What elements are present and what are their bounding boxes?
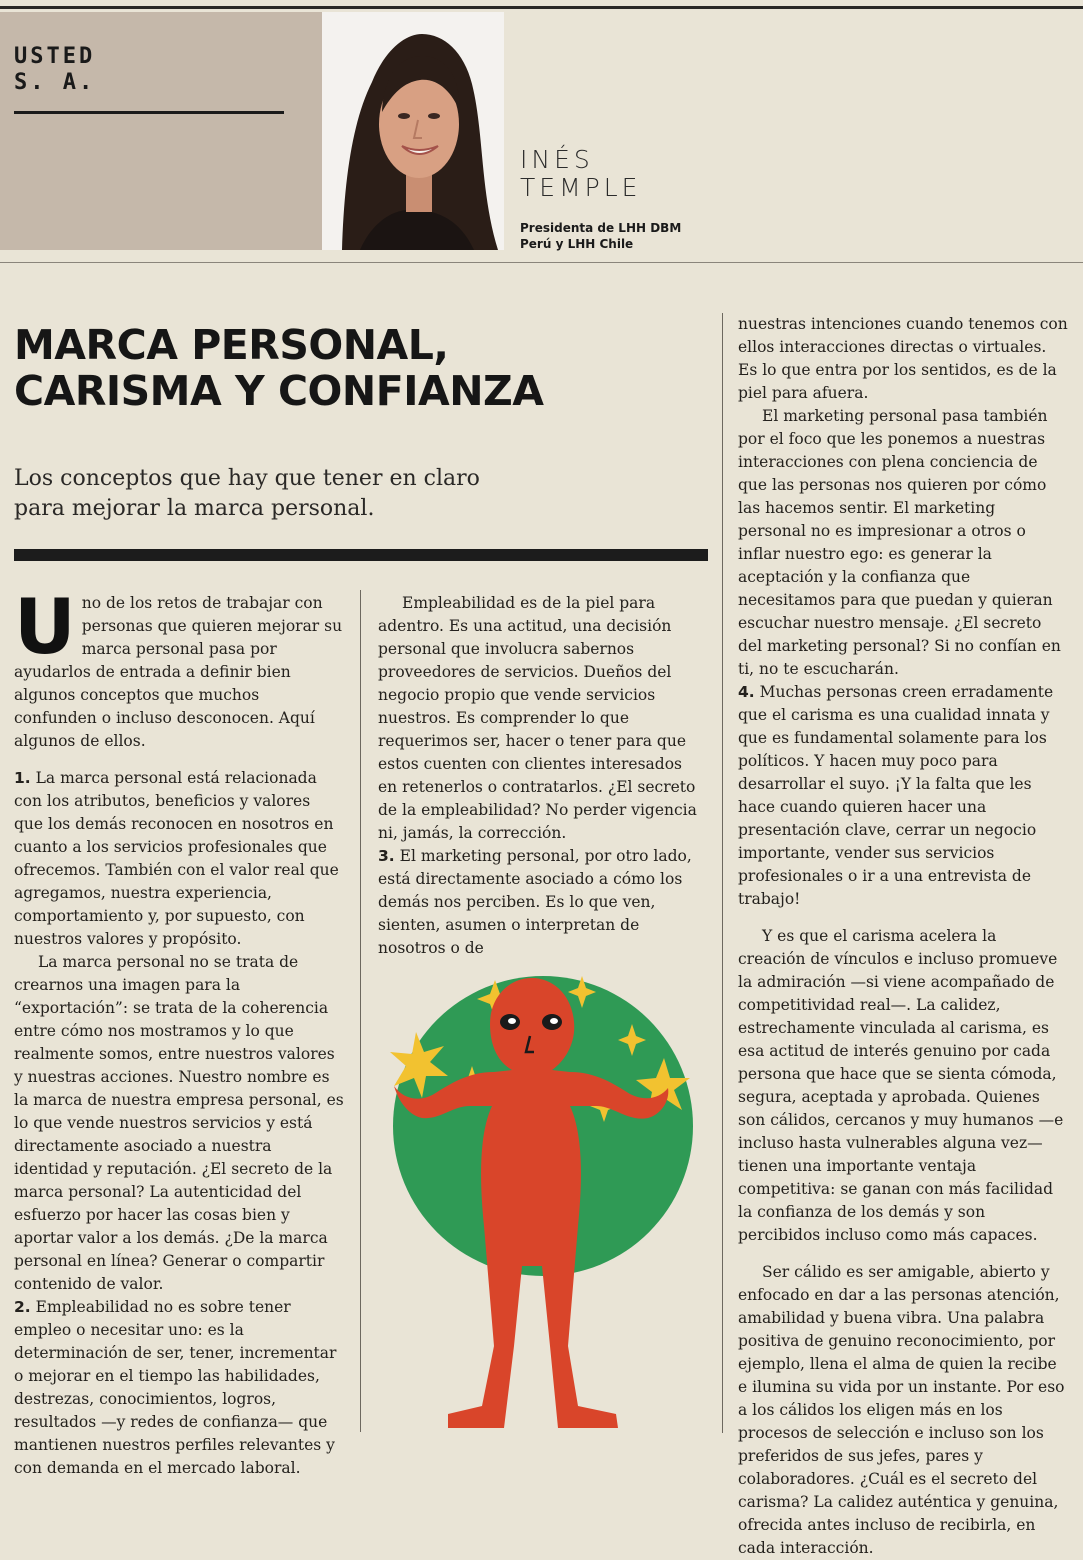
author-photo: [322, 12, 504, 250]
article-subtitle: Los conceptos que hay que tener en claro para mejorar la marca personal.: [14, 466, 480, 521]
headline-line: MARCA PERSONAL,: [14, 321, 449, 369]
point-number: 2.: [14, 1298, 31, 1316]
section-label: USTED S. A.: [14, 44, 96, 95]
article-column-2: [378, 592, 698, 960]
body-paragraph: nuestras intenciones cuando tenemos con ellos interacciones directas o virtuales. Es lo que entra por los sentidos, es de la piel para afuera.: [738, 315, 1068, 402]
top-rule: [0, 6, 1083, 9]
header-divider: [0, 262, 1083, 263]
column-divider: [360, 590, 361, 1432]
point-3-paragraph: 3. El marketing personal, por otro lado, está directamente asociado a cómo los demás nos perciben. Es lo que ven, sienten, asumen o interpretan de nosotros o de: [378, 847, 692, 957]
body-paragraph: El marketing personal pasa también por el foco que les ponemos a nuestras interacciones con plena conciencia de que las personas nos quieren por cómo las hacemos sentir. El marketing personal no es impresionar a otros o inflar nuestro ego: es generar la aceptación y la confianza que necesitamos para que puedan y quieran escuchar nuestro mensaje. ¿El secreto del marketing personal? Si no confían en ti, no te escucharán.: [738, 407, 1061, 678]
article-column-1: [14, 582, 344, 1480]
author-role-line: Perú y LHH Chile: [520, 237, 634, 251]
article-headline: [14, 322, 543, 414]
column-divider: [722, 313, 723, 1433]
body-paragraph: La marca personal no se trata de crearnos una imagen para la “exportación”: se trata de la coherencia entre cómo nos mostramos y lo que realmente somos, entre nuestros valores y nuestras acciones. Nuestro nombre es la marca de nuestra empresa personal, es lo que vende nuestros servicios y está directamente asociado a nuestra identidad y reputación. ¿El secreto de la marca personal? La autenticidad del esfuerzo por hacer las cosas bien y aportar valor a los demás. ¿De la marca personal en línea? Generar o compartir contenido de valor.: [14, 953, 344, 1293]
intro-paragraph: Uno de los retos de trabajar con personas que quieren mejorar su marca personal pasa por ayudarlos de entrada a definir bien algunos conceptos que muchos confunden o incluso desconocen. Aquí algunos de ellos.: [14, 582, 343, 750]
point-2-paragraph: 2. Empleabilidad no es sobre tener empleo o necesitar uno: es la determinación de ser, tener, incrementar o mejorar en el tiempo las habilidades, destrezas, conocimientos, logros, resultados —y redes de confianza— que mantienen nuestros perfiles relevantes y con demanda en el mercado laboral.: [14, 1298, 337, 1477]
author-name: [520, 146, 641, 202]
subtitle-divider: [14, 549, 708, 561]
body-paragraph: Y es que el carisma acelera la creación de vínculos e incluso promueve la admiración —si viene acompañado de competitividad real—. La calidez, estrechamente vinculada al carisma, es esa actitud de interés genuino por cada persona que hace que se sienta cómoda, segura, aceptada y aprobada. Quienes son cálidos, cercanos y muy humanos —e incluso hasta vulnerables alguna vez— tienen una importante ventaja competitiva: se ganan con más facilidad la confianza de los demás y son percibidos incluso como más capaces.: [738, 927, 1064, 1244]
headline-line: CARISMA Y CONFIANZA: [14, 367, 544, 415]
point-4-paragraph: 4. Muchas personas creen erradamente que el carisma es una cualidad innata y que es fundamental solamente para los políticos. Y hacen muy poco para desarrollar el suyo. ¡Y la falta que les hace cuando quieren hacer una presentación clave, cerrar un negocio importante, vender sus servicios profesionales o ir a una entrevista de trabajo!: [738, 683, 1054, 908]
article-column-3: [738, 313, 1068, 1560]
point-number: 1.: [14, 769, 31, 787]
illustration: [382, 966, 700, 1432]
body-paragraph: Empleabilidad es de la piel para adentro. Es una actitud, una decisión personal que involucra sabernos proveedores de servicios. Dueños del negocio propio que vende servicios nuestros. Es comprender lo que requerimos ser, hacer o tener para que estos cuenten con clientes interesados en retenerlos o contratarlos. ¿El secreto de la empleabilidad? No perder vigencia ni, jamás, la corrección.: [378, 594, 697, 842]
section-divider: [14, 111, 284, 114]
author-role: [520, 220, 681, 252]
author-role-line: Presidenta de LHH DBM: [520, 221, 682, 235]
point-1-paragraph: 1. La marca personal está relacionada con los atributos, beneficios y valores que los demás reconocen en nosotros en cuanto a los servicios profesionales que ofrecemos. También con el valor real que agregamos, nuestra experiencia, comportamiento y, por supuesto, con nuestros valores y propósito.: [14, 769, 339, 948]
drop-cap: U: [14, 582, 76, 671]
body-paragraph: Ser cálido es ser amigable, abierto y enfocado en dar a las personas atención, amabilidad y buena vibra. Una palabra positiva de genuino reconocimiento, por ejemplo, llena el alma de quien la recibe e ilumina su vida por un instante. Por eso a los cálidos los eligen más en los procesos de selección e incluso son los preferidos de sus jefes, pares y colaboradores. ¿Cuál es el secreto del carisma? La calidez auténtica y genuina, ofrecida antes incluso de recibirla, en cada interacción.: [738, 1263, 1065, 1557]
section-header: [0, 12, 322, 250]
point-number: 4.: [738, 683, 755, 701]
author-last-name: TEMPLE: [520, 173, 642, 202]
author-first-name: INÉS: [520, 145, 594, 174]
point-number: 3.: [378, 847, 395, 865]
